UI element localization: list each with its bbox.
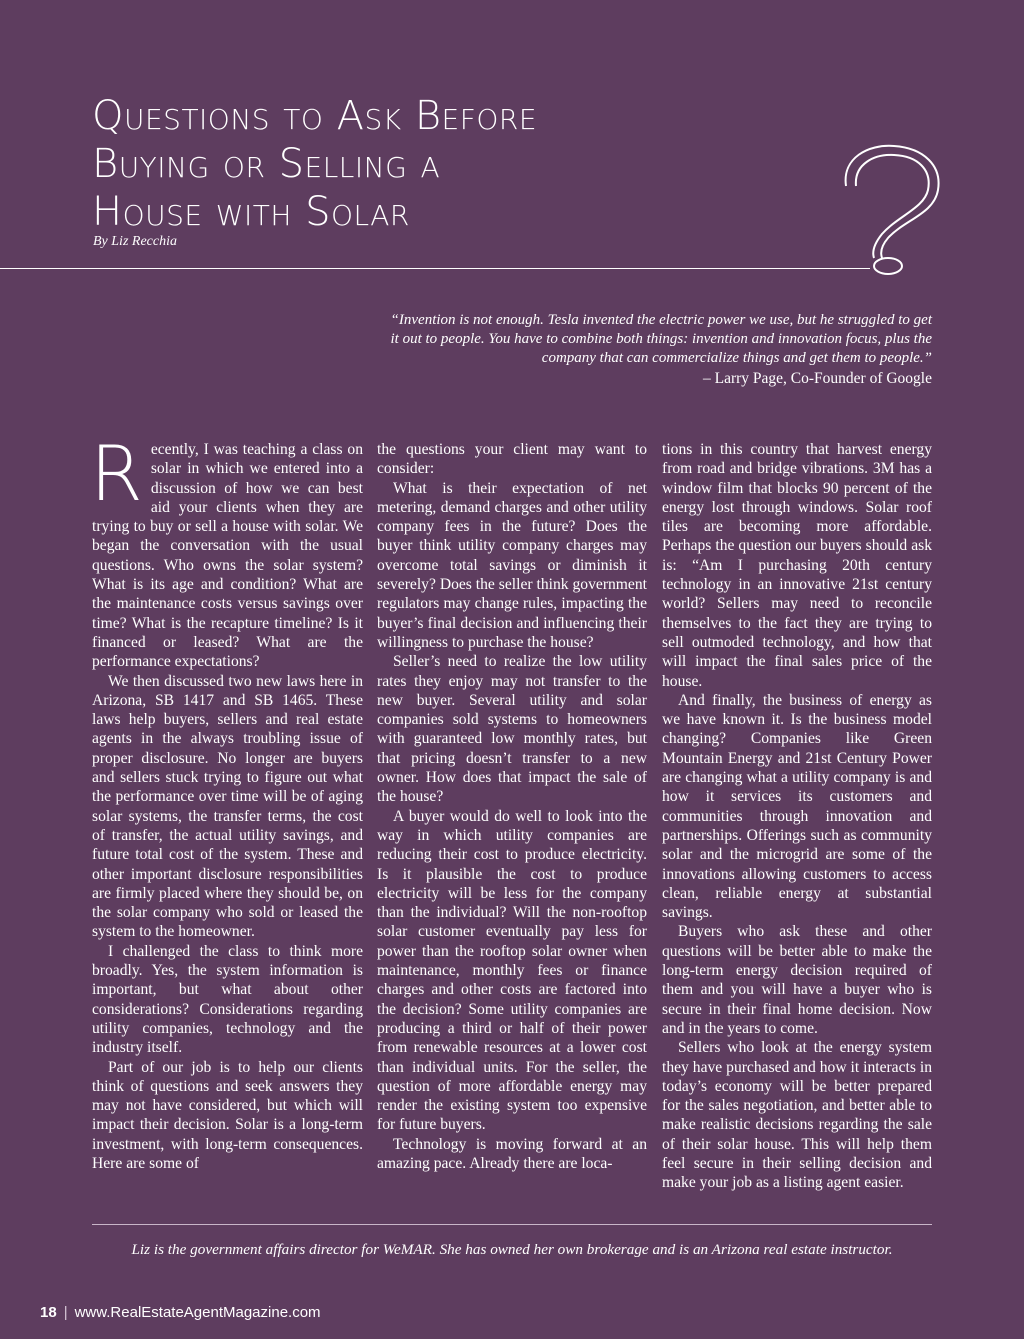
- quote-text: “Invention is not enough. Tesla invented the electric power we use, but he struggled to get it out to people. You have to combine both things: invention and innovation focus, plus the company that can commercialize things and get them to people.”: [390, 312, 932, 366]
- paragraph: [90, 429, 363, 672]
- title-divider: [0, 268, 870, 269]
- paragraph: Part of our job is to help our clients think of questions and seek answers they may not have considered, but which will impact their decision. Solar is a long-term investment, with long-term consequences. Here are some of: [92, 1058, 363, 1172]
- body-column-2: [377, 440, 647, 1173]
- bio-divider: [92, 1224, 932, 1225]
- title-line: Buying or Selling a: [92, 141, 441, 187]
- question-mark-icon: [838, 140, 948, 280]
- quote-attribution: – Larry Page, Co-Founder of Google: [702, 370, 932, 387]
- article-title: [92, 92, 792, 236]
- paragraph: tions in this country that harvest energy from road and bridge vibrations. 3M has a window film that blocks 90 percent of the energy lost through windows. Solar roof tiles are becoming more affordable. Perhaps the question our buyers should ask is: “Am I purchasing 20th century technology in an innovative 21st century world? Sellers may need to reconcile themselves to the fact they are trying to sell outmoded technology, and how that will impact the final sales price of the house.: [662, 441, 932, 690]
- drop-cap: R: [90, 429, 143, 518]
- paragraph: Technology is moving forward at an amazing pace. Already there are loca-: [377, 1135, 647, 1172]
- page-number: 18: [40, 1304, 57, 1321]
- pull-quote: [380, 311, 932, 388]
- paragraph: A buyer would do well to look into the way in which utility companies are reducing their cost to produce electricity. Is it plausible the cost to produce electricity will be less for the company than the individual? Will the non-rooftop solar customer eventually pay less for power than the rooftop solar owner when maintenance, monthly fees or finance charges and other costs are factored into the decision? Some utility companies are producing a third or half of their power from renewable resources at a lower cost than individual units. For the seller, the question of more affordable energy may render the existing system too expensive for future buyers.: [377, 807, 647, 1134]
- author-bio: Liz is the government affairs director for WeMAR. She has owned her own brokerage and is an Arizona real estate instructor.: [131, 1241, 893, 1258]
- page-footer: [40, 1304, 321, 1321]
- paragraph: We then discussed two new laws here in Arizona, SB 1417 and SB 1465. These laws help buyers, sellers and real estate agents in the always troubling issue of proper disclosure. No longer are buyers and sellers stuck trying to figure out what the performance over time will be of aging solar systems, the transfer terms, the cost of transfer, the actual utility savings, and future total cost of the system. These and other important disclosure responsibilities are firmly placed where they should be, on the solar company who sold or leased the system to the homeowner.: [92, 672, 363, 941]
- title-line: Questions to Ask Before: [92, 93, 538, 139]
- website-link[interactable]: www.RealEstateAgentMagazine.com: [74, 1304, 321, 1321]
- byline: By Liz Recchia: [93, 234, 177, 249]
- paragraph: Buyers who ask these and other questions will be better able to make the long-term energy decision required of them and you will have a buyer who is secure in their final home decision. Now and in the years to come.: [662, 923, 932, 1037]
- paragraph: And finally, the business of energy as we have known it. Is the business model changing? Companies like Green Mountain Energy and 21st Century Power are changing what a utility company is and how it services its customers and communities through innovation and partnerships. Offerings such as community solar and the microgrid are some of the innovations allowing customers to access clean, reliable energy at substantial savings.: [662, 691, 932, 922]
- paragraph: the questions your client may want to consider:: [377, 441, 647, 478]
- title-line: House with Solar: [92, 189, 410, 235]
- paragraph: I challenged the class to think more broadly. Yes, the system information is important, but what about other considerations? Considerations regarding utility companies, technology and the industry itself.: [92, 942, 363, 1057]
- paragraph: What is their expectation of net metering, demand charges and other utility company fees in the future? Does the buyer think utility company charges may overcome total savings or diminish it severely? Does the seller think government regulators may change rules, impacting the buyer’s final decision and influencing their willingness to purchase the house?: [377, 479, 647, 651]
- body-column-1: [90, 429, 363, 1173]
- paragraph: Sellers who look at the energy system they have purchased and how it interacts in today’s economy will be better prepared for the sales negotiation, and better able to make realistic decisions regarding the sale of their solar house. This will help them feel secure in their selling decision and make your job as a listing agent easier.: [662, 1039, 932, 1192]
- body-column-3: [662, 440, 932, 1193]
- paragraph-text: ecently, I was teaching a class on solar in which we entered into a discussion of how we can best aid your clients when they are trying to buy or sell a house with solar. We began the conversation with the usual questions. Who owns the solar system? What is its age and condition? What are the maintenance costs versus savings over time? What is the recapture timeline? Is it financed or leased? What are the performance expectations?: [92, 441, 363, 671]
- footer-separator: |: [63, 1304, 68, 1321]
- paragraph: Seller’s need to realize the low utility rates they enjoy may not transfer to the new buyer. Several utility and solar companies sold systems to homeowners with guaranteed low monthly rates, but that pricing doesn’t transfer to a new owner. How does that impact the sale of the house?: [377, 653, 647, 806]
